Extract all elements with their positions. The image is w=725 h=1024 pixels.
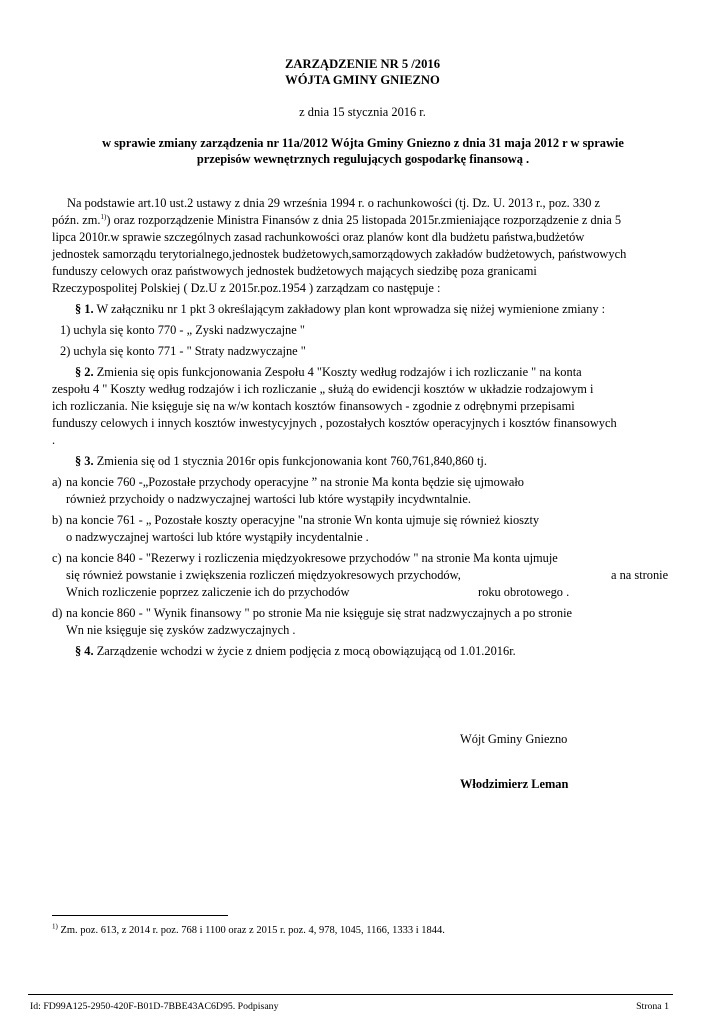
footnote-ref: 1) — [100, 212, 107, 221]
document-subject-line-1: w sprawie zmiany zarządzenia nr 11a/2012 Wójta Gminy Gniezno z dnia 31 maja 2012 r w sprawie — [102, 136, 624, 150]
section-3-item-c-line-3b: roku obrotowego . — [478, 585, 570, 599]
document-subject-line-2: przepisów wewnętrznych regulujących gospodarkę finansową . — [196, 152, 530, 166]
section-3-item-a-line-2: również przychoidy o nadzwyczajnej wartości lub które wystąpiły incydwntalnie. — [66, 492, 471, 506]
section-3-item-c-label: c) — [52, 551, 62, 565]
preamble-line-3: lipca 2010r.w sprawie szczególnych zasad rachunkowości oraz planów kont dla budżetu państwa,budżetów — [52, 230, 585, 244]
section-3-item-c-line-2b: a na stronie — [611, 568, 669, 582]
footnote: $^{1)}$ Zm. poz. 613, z 2014 r. poz. 768 i 1100 oraz z 2015 r. poz. 4, 978, 1045, 1166, 1333 i 1844. — [52, 922, 445, 936]
section-4: § 4. Zarządzenie wchodzi w życie z dniem podjęcia z mocą obowiązującą od 1.01.2016r. — [75, 644, 516, 658]
section-2-line-3: ich rozliczania. Nie księguje się na w/w kontach kosztów finansowych - zgodnie z odrębnymi przepisami — [52, 399, 575, 413]
section-3-item-c-line-1: na koncie 840 - "Rezerwy i rozliczenia międzyokresowe przychodów " na stronie Ma konta ujmuje — [66, 551, 558, 565]
footer-document-id: Id: FD99A125-2950-420F-B01D-7BBE43AC6D95. Podpisany — [30, 1001, 279, 1012]
section-3-mark: § 3. — [75, 454, 94, 468]
section-3-item-d-line-2: Wn nie księguje się zysków zadzwyczajnych . — [66, 623, 296, 637]
section-3-item-b-line-1: na koncie 761 - „ Pozostałe koszty operacyjne "na stronie Wn konta ujmuje się również kioszty — [66, 513, 540, 527]
section-3-item-b-label: b) — [52, 513, 63, 527]
section-2-line-1: § 2. Zmienia się opis funkcjonowania Zespołu 4 "Koszty według rodzajów i ich rozliczanie " na konta — [75, 365, 582, 379]
footnote-separator — [52, 915, 228, 916]
section-3-item-c-line-2a: się również powstanie i zwiększenia rozliczeń międzyokresowych przychodów, — [66, 568, 461, 582]
preamble-line-1: Na podstawie art.10 ust.2 ustawy z dnia 29 września 1994 r. o rachunkowości (tj. Dz. U. 2013 r., poz. 330 z — [67, 196, 601, 210]
section-3-item-b-line-2: o nadzwyczajnej wartości lub które wystąpiły incydentalnie . — [66, 530, 369, 544]
section-3-item-c-line-3a: Wnich rozliczenie poprzez zaliczenie ich do przychodów — [66, 585, 350, 599]
section-3-item-d-line-1: na koncie 860 - " Wynik finansowy " po stronie Ma nie księguje się strat nadzwyczajnych a po stronie — [66, 606, 573, 620]
section-3: § 3. Zmienia się od 1 stycznia 2016r opis funkcjonowania kont 760,761,840,860 tj. — [75, 454, 487, 468]
preamble-line-4: jednostek samorządu terytorialnego,jednostek budżetowych,samorządowych zakładów budżetowych, państwowych — [52, 247, 627, 261]
section-1-mark: § 1. — [75, 302, 94, 316]
section-1-item-1: 1) uchyla się konto 770 - „ Zyski nadzwyczajne " — [60, 323, 305, 337]
footer-separator — [28, 994, 673, 995]
section-2-line-2: zespołu 4 " Koszty według rodzajów i ich rozliczanie „ służą do ewidencji kosztów w układzie rodzajowym i — [52, 382, 594, 396]
section-4-mark: § 4. — [75, 644, 94, 658]
preamble-line-6: Rzeczypospolitej Polskiej ( Dz.U z 2015r.poz.1954 ) zarządzam co następuje : — [52, 281, 441, 295]
preamble-line-2: późn. zm.$^{1)}$) oraz rozporządzenie Ministra Finansów z dnia 25 listopada 2015r.zmieniające rozporządzenie z dnia 5 — [52, 212, 622, 227]
section-2-line-5: . — [52, 433, 56, 447]
section-3-item-a-line-1: na koncie 760 -„Pozostałe przychody operacyjne ” na stronie Ma konta będzie się ujmowało — [66, 475, 524, 489]
document-issuer: WÓJTA GMINY GNIEZNO — [285, 73, 440, 87]
document-title: ZARZĄDZENIE NR 5 /2016 — [285, 57, 440, 71]
section-2-line-4: funduszy celowych i innych kosztów inwestycyjnych , pozostałych kosztów operacyjnych i kosztów finansowych — [52, 416, 617, 430]
section-2-mark: § 2. — [75, 365, 94, 379]
document-date: z dnia 15 stycznia 2016 r. — [299, 105, 426, 119]
section-3-item-a-label: a) — [52, 475, 62, 489]
signature-name: Włodzimierz Leman — [460, 777, 569, 791]
preamble-line-5: funduszy celowych oraz państwowych jednostek budżetowych mających siedzibę poza granicami — [52, 264, 537, 278]
section-3-item-d-label: d) — [52, 606, 63, 620]
footer-page-number: Strona 1 — [636, 1001, 669, 1012]
section-1-item-2: 2) uchyla się konto 771 - " Straty nadzwyczajne " — [60, 344, 306, 358]
signature-office: Wójt Gminy Gniezno — [460, 732, 568, 746]
section-1: § 1. W załączniku nr 1 pkt 3 określającym zakładowy plan kont wprowadza się niżej wymienione zmiany : — [75, 302, 606, 316]
